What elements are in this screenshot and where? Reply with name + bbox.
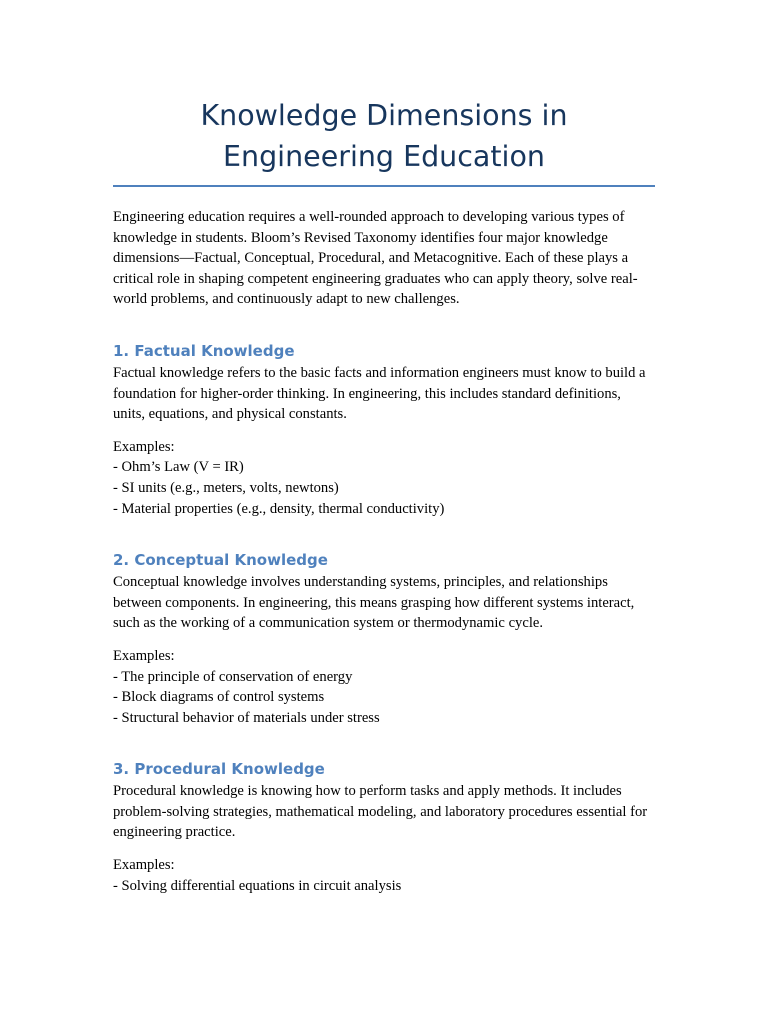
document-title: Knowledge Dimensions in Engineering Education: [113, 95, 655, 187]
section-procedural: [113, 759, 655, 896]
section-paragraph: Factual knowledge refers to the basic facts and information engineers must know to build a foundation for higher-order thinking. In engineering, this includes standard definitions, units, equations, and physical constants.: [113, 364, 646, 423]
section-heading: 3. Procedural Knowledge: [113, 760, 325, 779]
section-conceptual: [113, 550, 655, 728]
examples-list: [113, 667, 655, 729]
example-item: - Structural behavior of materials under stress: [113, 709, 380, 726]
examples-label: Examples:: [113, 857, 175, 874]
example-item: - Ohm’s Law (V = IR): [113, 459, 244, 476]
section-paragraph: Procedural knowledge is knowing how to perform tasks and apply methods. It includes problem-solving strategies, mathematical modeling, and laboratory procedures essential for engineering practice.: [113, 783, 648, 841]
examples-list: [113, 457, 655, 519]
examples-label: Examples:: [113, 438, 175, 455]
examples-label: Examples:: [113, 647, 175, 664]
example-item: - The principle of conservation of energy: [113, 668, 353, 685]
section-paragraph: Conceptual knowledge involves understanding systems, principles, and relationships between components. In engineering, this means grasping how different systems interact, such as the working of a communication system or thermodynamic cycle.: [113, 574, 635, 632]
section-heading: 2. Conceptual Knowledge: [113, 551, 328, 570]
examples-list: [113, 876, 655, 897]
intro-paragraph: Engineering education requires a well-rounded approach to developing various types of knowledge in students. Bloom’s Revised Taxonomy identifies four major knowledge dimensions—Factual, Conceptual, Procedural, and Metacognitive. Each of these plays a critical role in shaping competent engineering graduates who can apply theory, solve real-world problems, and continuously adapt to new challenges.: [113, 209, 638, 308]
document-page: [113, 95, 655, 896]
example-item: - SI units (e.g., meters, volts, newtons): [113, 479, 339, 496]
section-heading: 1. Factual Knowledge: [113, 341, 295, 360]
example-item: - Block diagrams of control systems: [113, 689, 325, 706]
section-factual: [113, 341, 655, 519]
example-item: - Material properties (e.g., density, thermal conductivity): [113, 500, 445, 517]
example-item: - Solving differential equations in circuit analysis: [113, 877, 402, 894]
